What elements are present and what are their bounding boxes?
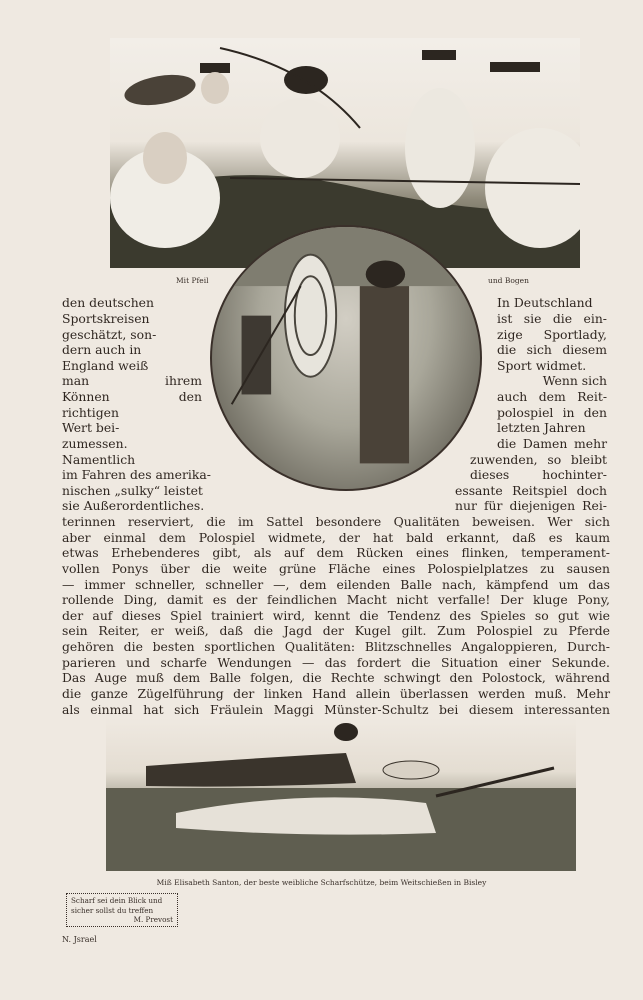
right-col-line: zige Sportlady, (497, 327, 607, 342)
quote-attribution: M. Prevost (133, 915, 173, 925)
right-col-line: Sport widmet. (497, 358, 587, 373)
right-col-line: zuwenden, so bleibt (470, 452, 607, 467)
left-col-line: sie Außerordentliches. (62, 498, 205, 513)
right-col-line: In Deutschland (497, 295, 593, 310)
left-col-line: richtigen (62, 405, 119, 420)
shooting-photo (106, 718, 576, 871)
body-line: aber einmal dem Polospiel widmete, der hat bald erkannt, daß es kaum (62, 530, 610, 545)
body-line: Das Auge muß dem Balle folgen, die Rechte schwingt den Polostock, während (62, 670, 610, 685)
caption-right: und Bogen (488, 276, 529, 285)
right-col-line: Wenn sich (542, 373, 607, 388)
left-col-line: den deutschen (62, 295, 154, 310)
quote-line: Scharf sei dein Blick und (71, 896, 163, 905)
body-line: die ganze Zügelführung der linken Hand allein überlassen werden muß. Mehr (62, 686, 610, 701)
left-col-line: man ihrem (62, 373, 202, 388)
body-line: — immer schneller, schneller —, dem eilenden Balle nach, kämpfend um das (62, 577, 610, 592)
body-line: als einmal hat sich Fräulein Maggi Münster-Schultz bei diesem interessanten (62, 702, 610, 717)
caption-left: Mit Pfeil (176, 276, 209, 285)
right-col-line: letzten Jahren (497, 420, 586, 435)
quote-line: sicher sollst du treffen (71, 905, 154, 915)
body-line: etwas Erhebenderes gibt, als auf dem Rücken eines flinken, temperament- (62, 545, 610, 560)
body-line: vollen Ponys über die weite grüne Fläche eines Polospielplatzes zu sausen (62, 561, 610, 576)
body-line: rollende Ding, damit es der feindlichen Macht nicht verfalle! Der kluge Pony, (62, 592, 610, 607)
caption-bottom: Miß Elisabeth Santon, der beste weibliche Scharfschütze, beim Weitschießen in Bisley (156, 878, 487, 887)
quote-box (66, 893, 178, 927)
left-col-line: England weiß (62, 358, 149, 373)
body-line: gehören die besten sportlichen Qualitäten: Blitzschnelles Angaloppieren, Durch- (62, 639, 610, 654)
right-col-line: dieses hochinter- (470, 467, 607, 482)
right-col-line: die Damen mehr (497, 436, 607, 451)
right-col-line: essante Reitspiel doch (455, 483, 607, 498)
right-col-line: die sich diesem (497, 342, 607, 357)
right-col-line: nur für diejenigen Rei- (455, 498, 607, 513)
right-col-line: ist sie die ein- (497, 311, 607, 326)
author-name: N. Jsrael (62, 935, 97, 944)
archery-target-photo (210, 225, 482, 491)
left-col-line: geschätzt, son- (62, 327, 157, 342)
left-col-line: zumessen. (62, 436, 128, 451)
body-line: sein Reiter, er weiß, daß die Jagd der Kugel gilt. Zum Polospiel zu Pferde (62, 623, 610, 638)
left-col-line: Können den (62, 389, 202, 404)
left-col-line: Sportskreisen (62, 311, 150, 326)
left-col-line: nischen „sulky“ leistet (62, 483, 203, 498)
right-col-line: polospiel in den (497, 405, 607, 420)
left-col-line: dern auch in (62, 342, 142, 357)
left-col-line: Namentlich (62, 452, 136, 467)
body-line: der auf dieses Spiel trainiert wird, kennt die Tendenz des Spieles so gut wie (62, 608, 610, 623)
body-line: parieren und scharfe Wendungen — das fordert die Situation einer Sekunde. (62, 655, 610, 670)
left-col-line: Wert bei- (62, 420, 120, 435)
left-col-line: im Fahren des amerika- (62, 467, 211, 482)
body-line: terinnen reserviert, die im Sattel besondere Qualitäten beweisen. Wer sich (62, 514, 610, 529)
right-col-line: auch dem Reit- (497, 389, 607, 404)
